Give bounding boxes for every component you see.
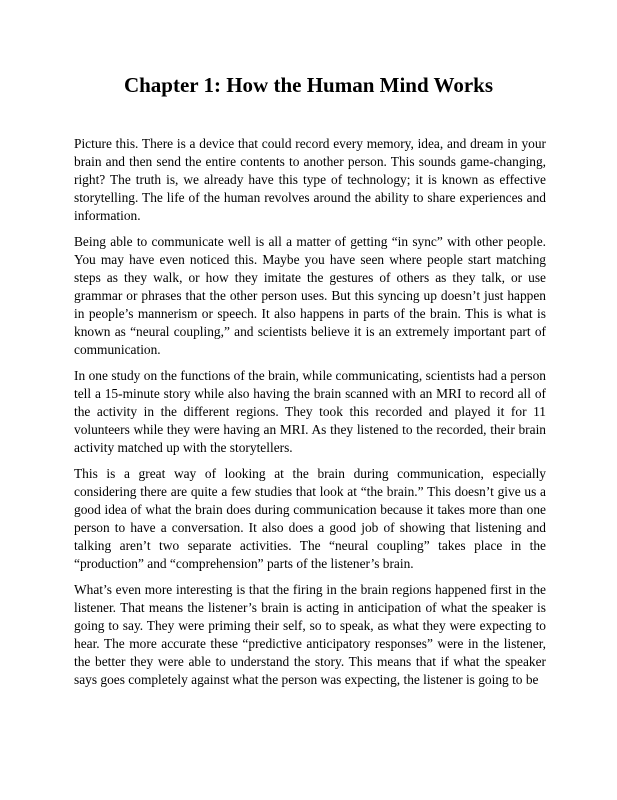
paragraph: This is a great way of looking at the brain during communication, especially considering there are quite a few studies that look at “the brain.” This doesn’t give us a good idea of what the brain does during communication because it takes more than one person to have a conversation. It also does a good job of showing that listening and talking aren’t two separate activities. The “neural coupling” takes place in the “production” and “comprehension” parts of the listener’s brain.: [74, 466, 546, 571]
paragraph: Picture this. There is a device that could record every memory, idea, and dream in your brain and then send the entire contents to another person. This sounds game-changing, right? The truth is, we already have this type of technology; it is known as effective storytelling. The life of the human revolves around the ability to share experiences and information.: [74, 136, 546, 223]
chapter-title: Chapter 1: How the Human Mind Works: [123, 73, 494, 97]
paragraph: What’s even more interesting is that the firing in the brain regions happened first in the listener. That means the listener’s brain is acting in anticipation of what the speaker is going to say. They were priming their self, so to speak, as what they were expecting to hear. The more accurate these “predictive anticipatory responses” were in the listener, the better they were able to understand the story. This means that if what the speaker says goes completely against what the person was expecting, the listener is going to be: [74, 582, 546, 687]
chapter-body: [74, 135, 546, 697]
paragraph: In one study on the functions of the brain, while communicating, scientists had a person tell a 15-minute story while also having the brain scanned with an MRI to record all of the activity in the different regions. They took this recorded and played it for 11 volunteers while they were having an MRI. As they listened to the recorded, their brain activity matched up with the storytellers.: [74, 368, 546, 455]
paragraph: Being able to communicate well is all a matter of getting “in sync” with other people. You may have even noticed this. Maybe you have seen where people start matching steps as they walk, or how they imitate the gestures of others as they talk, or use grammar or phrases that the other person uses. But this syncing up doesn’t just happen in people’s mannerism or speech. It also happens in parts of the brain. This is what is known as “neural coupling,” and scientists believe it is an extremely important part of communication.: [74, 234, 546, 357]
